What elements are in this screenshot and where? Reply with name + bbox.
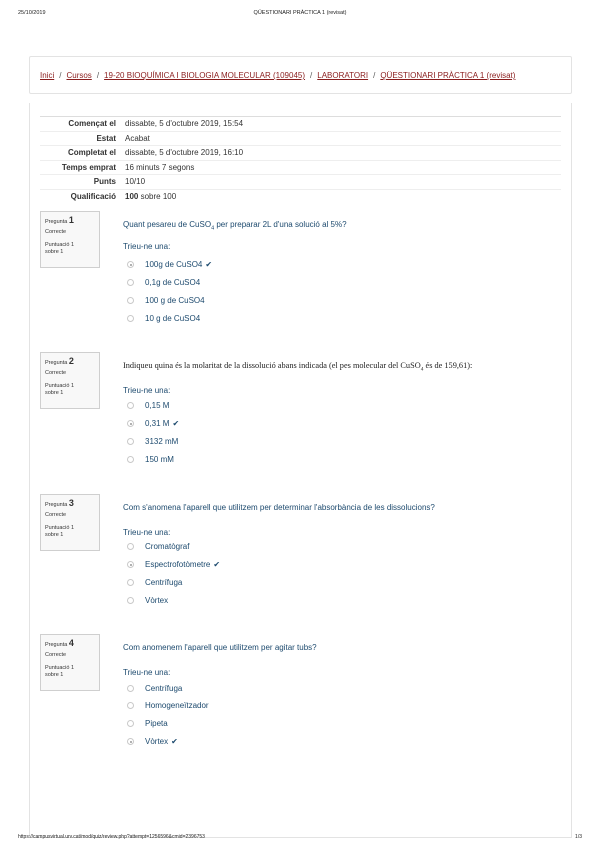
check-icon: ✔: [213, 560, 221, 569]
question-state: Correcte: [45, 228, 67, 235]
question-grade: Puntuació 1 sobre 1: [45, 664, 75, 678]
radio-button[interactable]: [127, 579, 134, 586]
summary-row-state: [40, 131, 561, 146]
summary-value: dissabte, 5 d'octubre 2019, 16:10: [125, 148, 244, 158]
summary-value: 16 minuts 7 segons: [125, 162, 195, 172]
answer-option[interactable]: Vòrtex: [127, 596, 168, 605]
radio-button[interactable]: [127, 702, 134, 709]
question-info-box: [40, 211, 100, 268]
breadcrumb-courses-link[interactable]: Cursos: [66, 71, 92, 80]
question-info-box: [40, 634, 100, 691]
check-icon: ✔: [171, 737, 178, 746]
answer-option[interactable]: 150 mM: [127, 455, 174, 464]
breadcrumb: [40, 71, 515, 80]
summary-row-marks: [40, 174, 561, 189]
question-text: Indiqueu quina és la molaritat de la dissolució abans indicada (el pes molecular del CuSO$_4$ és de 159,61):: [123, 361, 473, 373]
radio-button[interactable]: [127, 438, 134, 445]
radio-button[interactable]: [127, 402, 134, 409]
answer-option[interactable]: Centrífuga: [127, 578, 182, 587]
question-grade: Puntuació 1 sobre 1: [45, 524, 75, 538]
summary-label: Estat: [96, 133, 116, 143]
breadcrumb-separator: /: [373, 71, 376, 80]
breadcrumb-quiz-link[interactable]: QÜESTIONARI PRÀCTICA 1 (revisat): [380, 71, 516, 80]
answer-option[interactable]: 0,31 M ✔: [127, 419, 179, 428]
print-page-number: 1/3: [575, 834, 582, 840]
answer-prompt: Trieu-ne una:: [123, 386, 171, 395]
question-info-box: [40, 352, 100, 409]
radio-button[interactable]: [127, 297, 134, 304]
question-state: Correcte: [45, 511, 67, 518]
radio-button[interactable]: [127, 685, 134, 692]
breadcrumb-separator: /: [96, 71, 100, 80]
question-number: Pregunta 4: [45, 638, 74, 648]
answer-option[interactable]: 100g de CuSO4 ✔: [127, 260, 212, 269]
radio-button[interactable]: [127, 315, 134, 322]
summary-label: Qualificació: [70, 191, 116, 201]
radio-button[interactable]: [127, 720, 134, 727]
attempt-summary-table: [40, 116, 561, 203]
answer-option[interactable]: 0,1g de CuSO4: [127, 278, 200, 287]
answer-option[interactable]: 0,15 M: [127, 401, 169, 410]
quiz-review-region: [29, 103, 572, 838]
radio-button[interactable]: [127, 279, 134, 286]
answer-option[interactable]: 10 g de CuSO4: [127, 314, 200, 323]
print-title: QÜESTIONARI PRÀCTICA 1 (revisat): [253, 10, 347, 16]
breadcrumb-separator: /: [59, 71, 62, 80]
summary-label: Temps emprat: [61, 162, 116, 172]
question-text: Com s'anomena l'aparell que utilitzem per determinar l'absorbància de les dissolucions?: [123, 503, 435, 512]
summary-label: Punts: [93, 177, 116, 187]
answer-prompt: Trieu-ne una:: [123, 528, 171, 537]
question-number: Pregunta 1: [45, 215, 74, 225]
summary-value: dissabte, 5 d'octubre 2019, 15:54: [125, 119, 244, 129]
answer-option[interactable]: Homogeneïtzador: [127, 701, 209, 710]
print-url: https://campusvirtual.urv.cat/mod/quiz/review.php?attempt=1256596&cmid=2396753: [18, 834, 205, 840]
question-number: Pregunta 2: [45, 356, 74, 366]
summary-value: 10/10: [125, 177, 146, 187]
answer-option[interactable]: 100 g de CuSO4: [127, 296, 205, 305]
print-date: 25/10/2019: [18, 10, 46, 16]
answer-option[interactable]: Pipeta: [127, 719, 168, 728]
summary-label: Completat el: [67, 148, 116, 158]
check-icon: ✔: [172, 419, 180, 428]
breadcrumb-course-link[interactable]: 19-20 BIOQUÍMICA I BIOLOGIA MOLECULAR (109045): [104, 71, 306, 80]
question-state: Correcte: [45, 651, 67, 658]
radio-button[interactable]: [127, 420, 134, 427]
answer-option[interactable]: 3132 mM: [127, 437, 178, 446]
breadcrumb-home-link[interactable]: Inici: [40, 71, 55, 80]
summary-row-completed: [40, 145, 561, 160]
breadcrumb-section-link[interactable]: LABORATORI: [317, 71, 369, 80]
question-text: Com anomenem l'aparell que utilitzem per agitar tubs?: [123, 643, 317, 652]
answer-option[interactable]: Vòrtex ✔: [127, 737, 178, 746]
grade-value: 100: [125, 191, 139, 201]
question-number: Pregunta 3: [45, 498, 74, 508]
radio-button[interactable]: [127, 456, 134, 463]
question-grade: Puntuació 1 sobre 1: [45, 241, 75, 255]
summary-value: [122, 192, 176, 201]
radio-button[interactable]: [127, 597, 134, 604]
answer-prompt: Trieu-ne una:: [123, 668, 171, 677]
question-state: Correcte: [45, 369, 67, 376]
radio-button[interactable]: [127, 738, 134, 745]
breadcrumb-container: [29, 56, 572, 94]
answer-option[interactable]: Centrífuga: [127, 684, 182, 693]
summary-row-started: [40, 116, 561, 131]
question-text: Quant pesareu de CuSO$_4$ per preparar 2L d'una solució al 5%?: [123, 220, 347, 232]
question-info-box: [40, 494, 100, 551]
summary-row-grade: [40, 189, 561, 204]
radio-button[interactable]: [127, 261, 134, 268]
radio-button[interactable]: [127, 561, 134, 568]
radio-button[interactable]: [127, 543, 134, 550]
summary-label: Començat el: [68, 119, 116, 129]
grade-suffix: sobre 100: [140, 191, 177, 201]
answer-prompt: Trieu-ne una:: [123, 242, 171, 251]
summary-row-time-taken: [40, 160, 561, 175]
breadcrumb-separator: /: [310, 71, 313, 80]
answer-option[interactable]: Cromatògraf: [127, 542, 189, 551]
summary-value: Acabat: [125, 133, 150, 143]
check-icon: ✔: [205, 260, 213, 269]
question-grade: Puntuació 1 sobre 1: [45, 382, 75, 396]
answer-option[interactable]: Espectrofotòmetre ✔: [127, 560, 220, 569]
